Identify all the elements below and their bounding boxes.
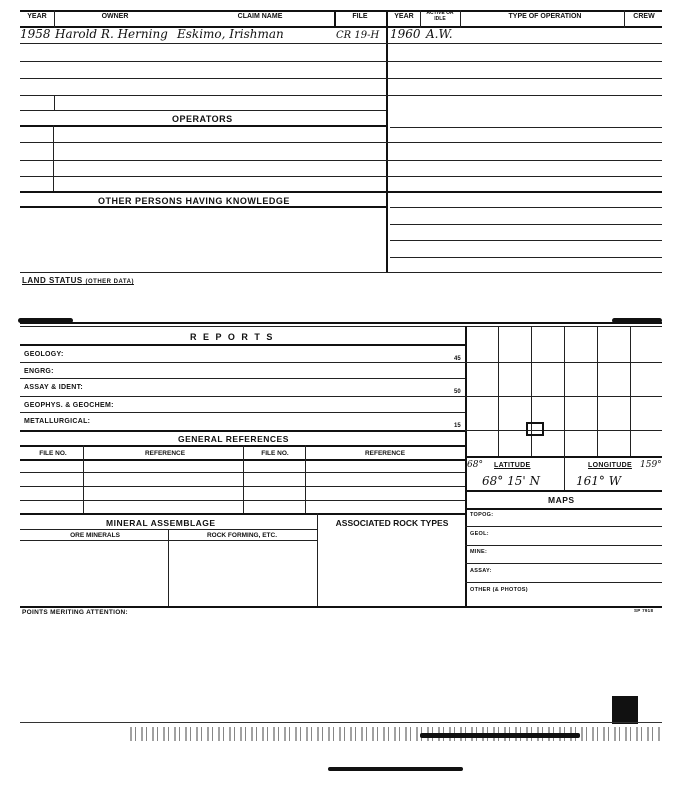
row-line [465,545,662,546]
header-file: FILE [352,13,368,20]
scan-noise [130,727,660,741]
col-sep [243,445,244,513]
year2-value: 1960 [390,27,421,41]
row-line [390,207,662,208]
report-assay-num: 50 [454,389,461,395]
reports-title: R E P O R T S [190,332,275,342]
grid-line [564,326,565,456]
row-line [465,490,662,492]
maps-underline [465,508,662,510]
land-status-title: LAND STATUS (OTHER DATA) [22,276,134,285]
col-sep [624,10,625,28]
row-line [20,378,465,379]
row-line [390,224,662,225]
row-line [390,240,662,241]
header-owner: OWNER [101,13,129,20]
grid-line [597,326,598,456]
col-sep [54,10,55,28]
grid-line [531,326,532,456]
col-sep [54,95,55,110]
row-line [20,176,662,177]
row-line [20,61,662,62]
col-ore-minerals: ORE MINERALS [70,532,120,539]
col-sep [53,125,54,191]
mineral-assemblage-title: MINERAL ASSEMBLAGE [106,518,216,528]
report-geology: GEOLOGY: [24,351,64,358]
row-line [20,430,465,432]
col-sep [317,513,318,606]
reports-bottom-border [20,606,662,608]
claim-name: Eskimo, Irishman [177,27,284,41]
col-sep [305,445,306,513]
file-number: CR 19-H [336,30,380,41]
header-active-idle: ACTIVE OR IDLE [426,10,454,22]
reports-top-border [20,322,662,324]
header-type-operation: TYPE OF OPERATION [508,13,582,20]
operators-title: OPERATORS [172,114,233,124]
col-sep [83,445,84,513]
row-line [20,78,662,79]
owner-year: 1958 [20,27,51,41]
longitude-value: 161° W [576,474,622,488]
reports-top-border2 [20,326,662,327]
col-file-no-2: FILE NO. [261,450,289,457]
row-line [20,110,386,111]
other-persons-underline [20,206,386,208]
grid-line [630,326,631,456]
col-sep [460,10,461,28]
report-geophys: GEOPHYS. & GEOCHEM: [24,402,114,409]
lat-prefix: 68° [467,460,483,470]
row-line [390,257,662,258]
row-line [20,142,662,143]
header-year2: YEAR [394,13,414,20]
report-metallurgical: METALLURGICAL: [24,418,91,425]
maps-geol: GEOL: [470,531,489,537]
row-line [465,563,662,564]
maps-title: MAPS [548,495,575,505]
row-line [20,191,662,193]
scan-line [20,722,662,723]
row-line [20,160,662,161]
top-border [20,10,662,12]
col-reference-1: REFERENCE [144,450,186,457]
header-crew: CREW [633,13,655,20]
row-line [465,526,662,527]
latitude-label: LATITUDE [494,462,531,469]
row-line [20,272,662,273]
row-line [390,127,662,128]
col-file-no-1: FILE NO. [39,450,67,457]
lon-suffix: 159° [640,460,662,470]
col-sep-main [386,10,388,272]
col-reference-2: REFERENCE [364,450,406,457]
form-code: SP 7918 [634,608,654,613]
col-sep [168,529,169,606]
row-line [20,396,465,397]
scan-artifact [612,696,638,724]
header-year: YEAR [27,13,47,20]
location-marker [526,422,544,436]
maps-other: OTHER (& PHOTOS) [470,587,528,593]
report-assay: ASSAY & IDENT: [24,384,84,391]
associated-rock-types-title: ASSOCIATED ROCK TYPES [335,518,449,528]
latitude-value: 68° 15' N [482,474,540,488]
maps-assay: ASSAY: [470,568,492,574]
report-metallurgical-num: 15 [454,423,461,429]
owner-name: Harold R. Herning [55,27,168,41]
points-meriting-label: POINTS MERITING ATTENTION: [22,609,129,616]
general-refs-title: GENERAL REFERENCES [178,434,289,444]
col-sep [420,10,421,28]
row-line [20,513,465,515]
row-line [20,95,662,96]
reports-underline [20,344,465,346]
operators-underline [20,125,386,127]
grid-line [498,326,499,456]
col-rock-forming: ROCK FORMING, ETC. [206,532,278,539]
other-persons-title: OTHER PERSONS HAVING KNOWLEDGE [98,196,290,206]
maps-topog: TOPOG: [470,512,494,518]
scan-artifact [420,733,580,738]
col-sep [334,10,336,28]
maps-mine: MINE: [470,549,488,555]
row-line [20,362,465,363]
col-sep [564,456,565,490]
row-line [465,582,662,583]
header-claim-name: CLAIM NAME [237,13,283,20]
longitude-label: LONGITUDE [588,462,632,469]
row-line [20,43,662,44]
report-geology-num: 45 [454,356,461,362]
report-engrg: ENGRG: [24,368,54,375]
row-line [20,412,465,413]
scan-artifact [328,767,463,771]
active-value: A.W. [426,27,453,41]
